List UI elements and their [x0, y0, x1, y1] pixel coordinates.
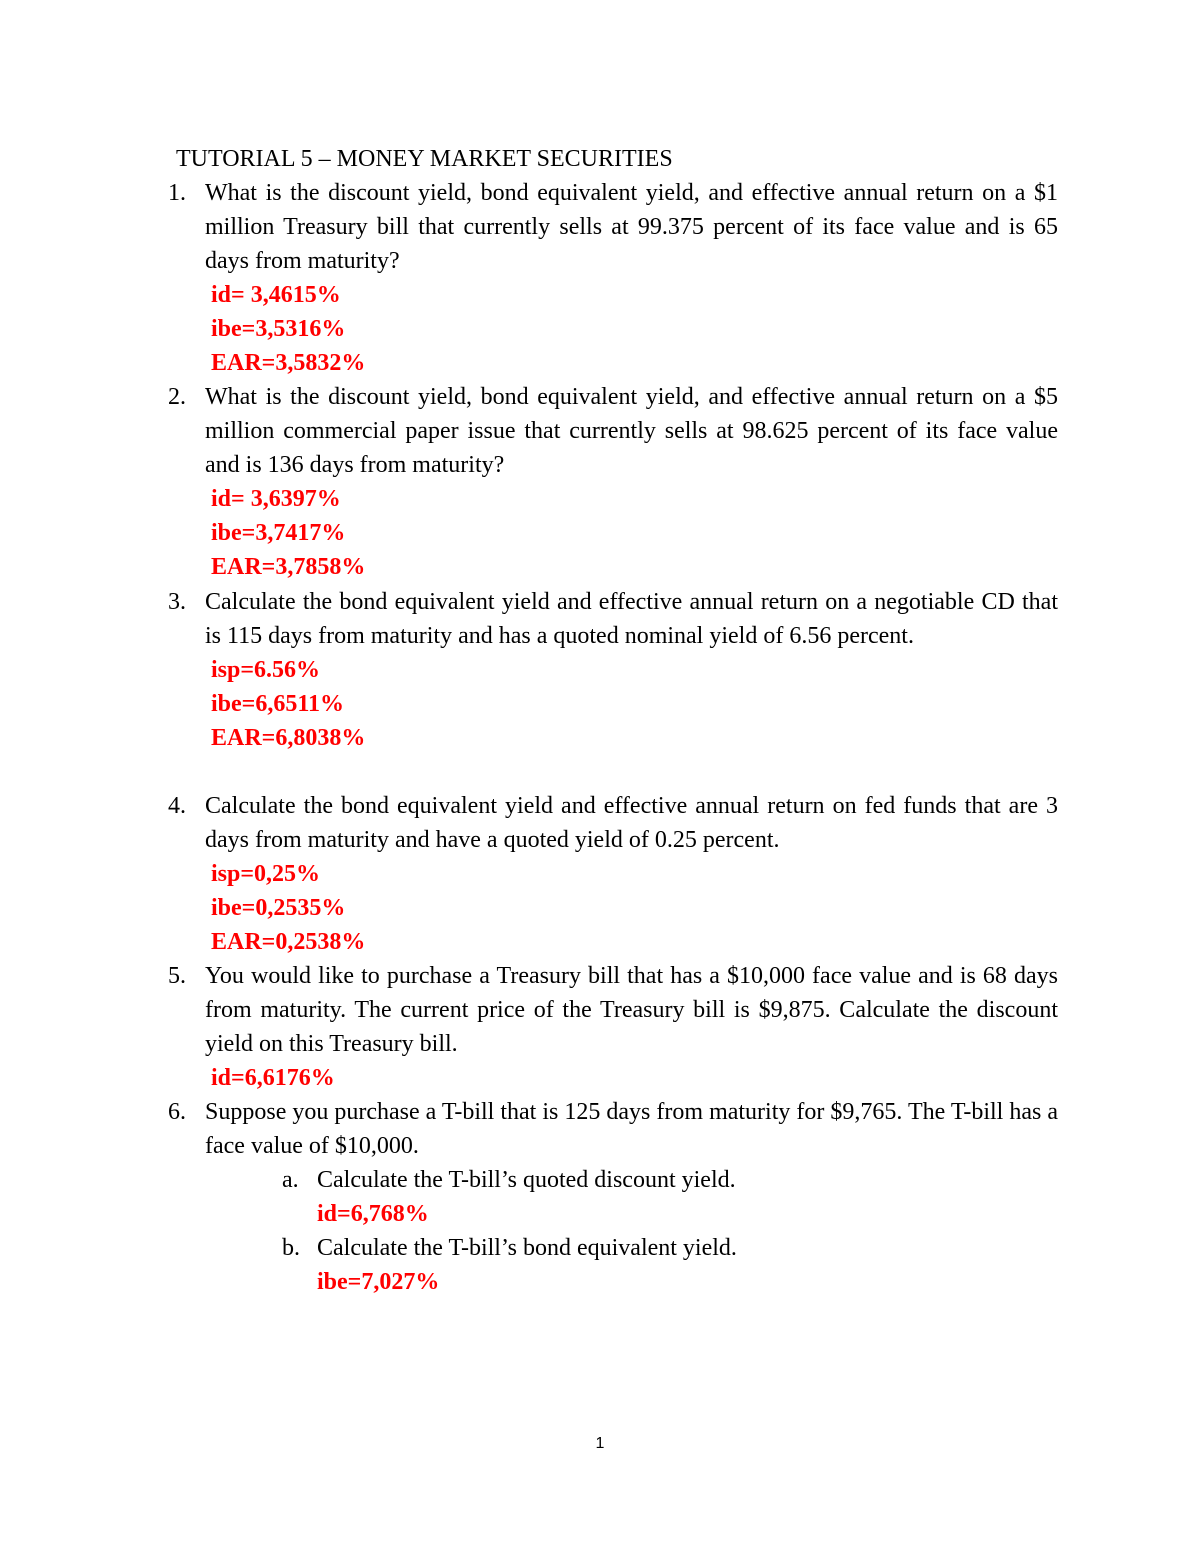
question-4: [168, 789, 1058, 959]
question-number: 2.: [168, 384, 186, 410]
document-title: TUTORIAL 5 – MONEY MARKET SECURITIES: [176, 146, 673, 172]
subpart-a: [282, 1163, 1058, 1231]
question-text: Calculate the bond equivalent yield and effective annual return on fed funds that are 3 days from maturity and have a quoted yield of 0.25 percent.: [205, 793, 1058, 853]
answer-line: EAR=3,5832%: [211, 350, 366, 376]
answer-line: ibe=3,7417%: [211, 520, 346, 546]
question-6: [168, 1095, 1058, 1299]
question-text: Suppose you purchase a T-bill that is 125 days from maturity for $9,765. The T-bill has a face value of $10,000.: [205, 1099, 1058, 1159]
question-1: [168, 176, 1058, 380]
question-text: What is the discount yield, bond equivalent yield, and effective annual return on a $1 million Treasury bill that currently sells at 99.375 percent of its face value and is 65 days from maturity?: [205, 180, 1058, 274]
subpart-answer: ibe=7,027%: [317, 1269, 440, 1295]
subpart-answer: id=6,768%: [317, 1201, 429, 1227]
answer-line: ibe=6,6511%: [211, 691, 345, 717]
question-3: [168, 585, 1058, 755]
question-number: 4.: [168, 793, 186, 819]
answer-line: ibe=0,2535%: [211, 895, 346, 921]
answer-line: ibe=3,5316%: [211, 316, 346, 342]
answer-line: EAR=3,7858%: [211, 554, 366, 580]
subpart-letter: a.: [282, 1167, 299, 1193]
question-number: 5.: [168, 963, 186, 989]
question-2: [168, 380, 1058, 584]
subpart-text: Calculate the T-bill’s bond equivalent yield.: [317, 1235, 737, 1261]
question-number: 3.: [168, 589, 186, 615]
answer-line: isp=6.56%: [211, 657, 321, 683]
answer-line: id= 3,4615%: [211, 282, 341, 308]
subpart-text: Calculate the T-bill’s quoted discount yield.: [317, 1167, 736, 1193]
answer-line: isp=0,25%: [211, 861, 321, 887]
question-text: What is the discount yield, bond equivalent yield, and effective annual return on a $5 million commercial paper issue that currently sells at 98.625 percent of its face value and is 136 days from maturity?: [205, 384, 1058, 478]
subpart-b: [282, 1231, 1058, 1299]
question-5: [168, 959, 1058, 1095]
answer-line: EAR=0,2538%: [211, 929, 366, 955]
question-text: You would like to purchase a Treasury bill that has a $10,000 face value and is 68 days from maturity. The current price of the Treasury bill is $9,875. Calculate the discount yield on this Treasury bill.: [205, 963, 1058, 1057]
page-number: 1: [595, 1435, 605, 1452]
answer-line: EAR=6,8038%: [211, 725, 366, 751]
subpart-letter: b.: [282, 1235, 300, 1261]
answer-line: id= 3,6397%: [211, 486, 341, 512]
question-text: Calculate the bond equivalent yield and effective annual return on a negotiable CD that is 115 days from maturity and has a quoted nominal yield of 6.56 percent.: [205, 589, 1058, 649]
question-number: 1.: [168, 180, 186, 206]
answer-line: id=6,6176%: [211, 1065, 335, 1091]
question-number: 6.: [168, 1099, 186, 1125]
